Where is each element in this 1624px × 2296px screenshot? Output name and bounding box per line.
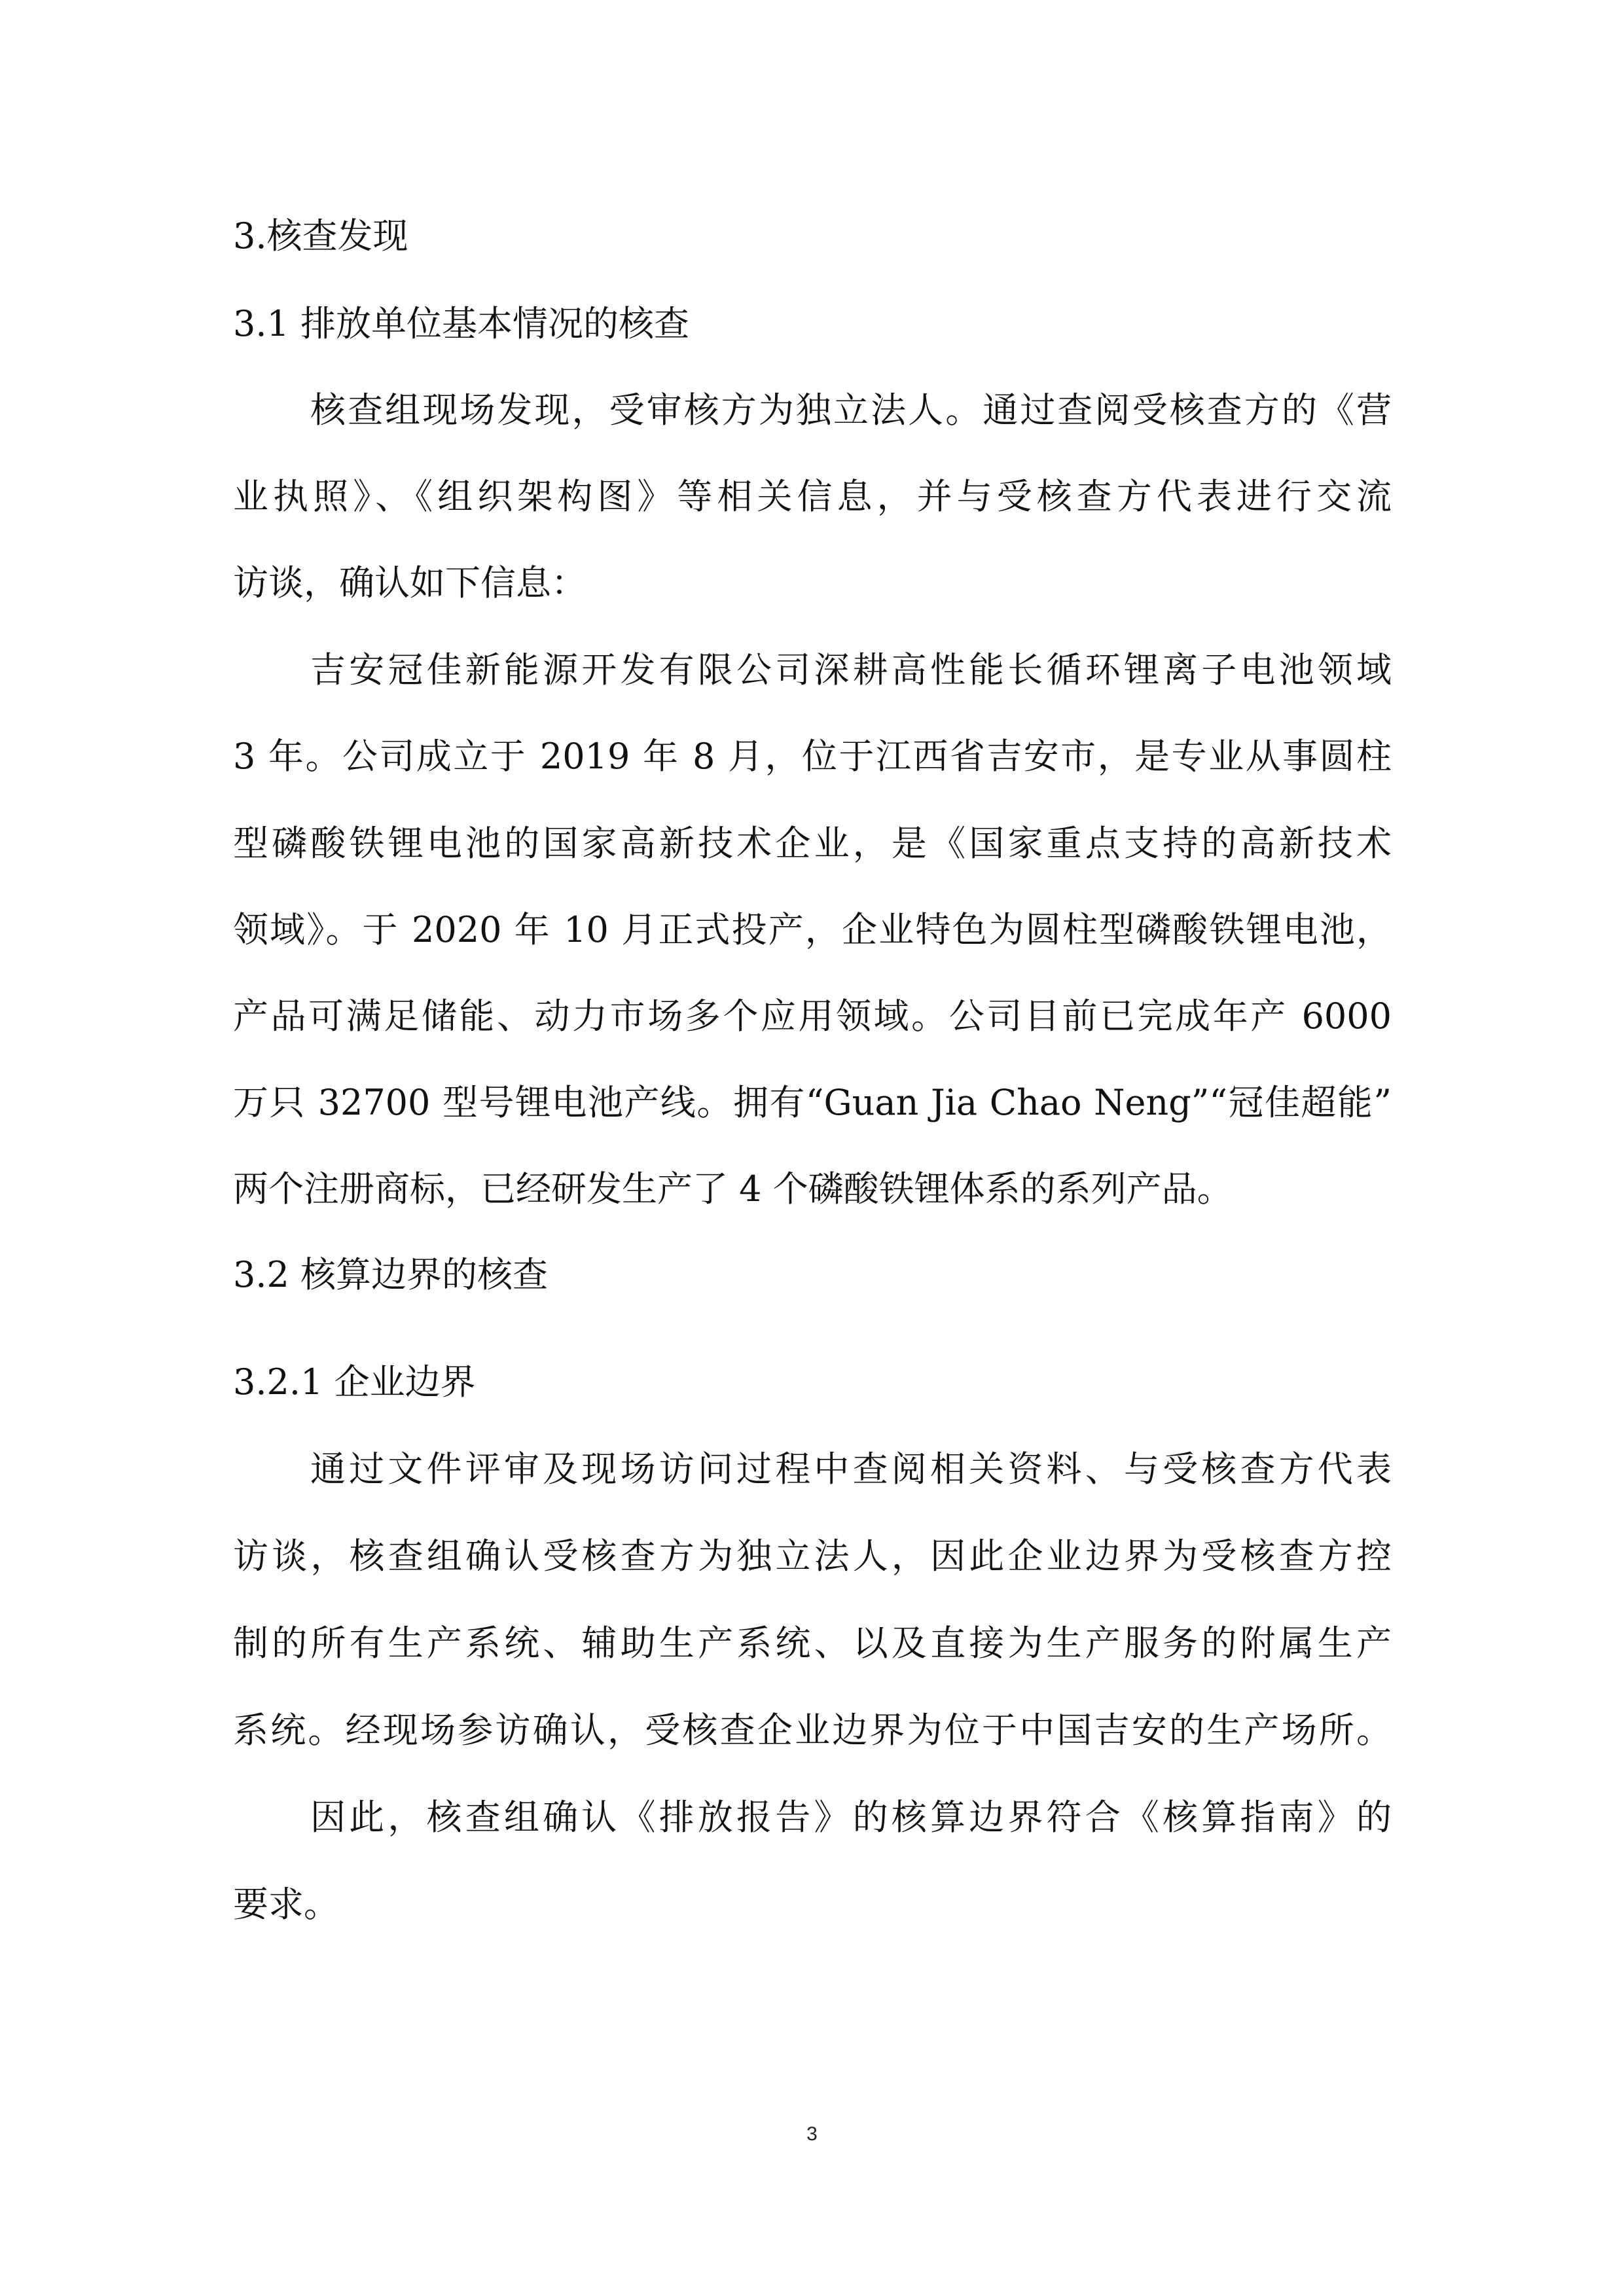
paragraph-line: 核查组现场发现，受审核方为独立法人。通过查阅受核查方的《营 xyxy=(310,389,1392,431)
paragraph-line: 业执照》、《组织架构图》等相关信息，并与受核查方代表进行交流 xyxy=(233,476,1392,517)
paragraph-line: 系统。经现场参访确认，受核查企业边界为位于中国吉安的生产场所。 xyxy=(233,1710,1392,1751)
paragraph-line: 万只 32700 型号锂电池产线。拥有“Guan Jia Chao Neng”“冠佳超能” xyxy=(233,1082,1392,1123)
section-3-2-heading: 3.2 核算边界的核查 xyxy=(233,1254,549,1295)
page-number: 3 xyxy=(806,2123,818,2145)
section-3-heading: 3.核查发现 xyxy=(233,215,408,257)
paragraph-line: 产品可满足储能、动力市场多个应用领域。公司目前已完成年产 6000 xyxy=(233,996,1392,1037)
paragraph-line: 访谈，确认如下信息： xyxy=(233,562,586,603)
section-3-2-1-heading: 3.2.1 企业边界 xyxy=(233,1361,476,1403)
paragraph-line: 制的所有生产系统、辅助生产系统、以及直接为生产服务的附属生产 xyxy=(233,1623,1392,1664)
paragraph-line: 3 年。公司成立于 2019 年 8 月，位于江西省吉安市，是专业从事圆柱 xyxy=(233,736,1392,777)
paragraph-line: 领域》。于 2020 年 10 月正式投产，企业特色为圆柱型磷酸铁锂电池， xyxy=(233,909,1392,950)
paragraph-line: 因此，核查组确认《排放报告》的核算边界符合《核算指南》的 xyxy=(310,1797,1392,1838)
paragraph-line: 吉安冠佳新能源开发有限公司深耕高性能长循环锂离子电池领域 xyxy=(310,649,1392,691)
paragraph-line: 两个注册商标，已经研发生产了 4 个磷酸铁锂体系的系列产品。 xyxy=(233,1168,1233,1210)
paragraph-line: 要求。 xyxy=(233,1884,339,1925)
paragraph-line: 通过文件评审及现场访问过程中查阅相关资料、与受核查方代表 xyxy=(310,1448,1392,1490)
section-3-1-heading: 3.1 排放单位基本情况的核查 xyxy=(233,303,690,344)
paragraph-line: 访谈，核查组确认受核查方为独立法人，因此企业边界为受核查方控 xyxy=(233,1535,1392,1577)
paragraph-line: 型磷酸铁锂电池的国家高新技术企业，是《国家重点支持的高新技术 xyxy=(233,823,1392,864)
